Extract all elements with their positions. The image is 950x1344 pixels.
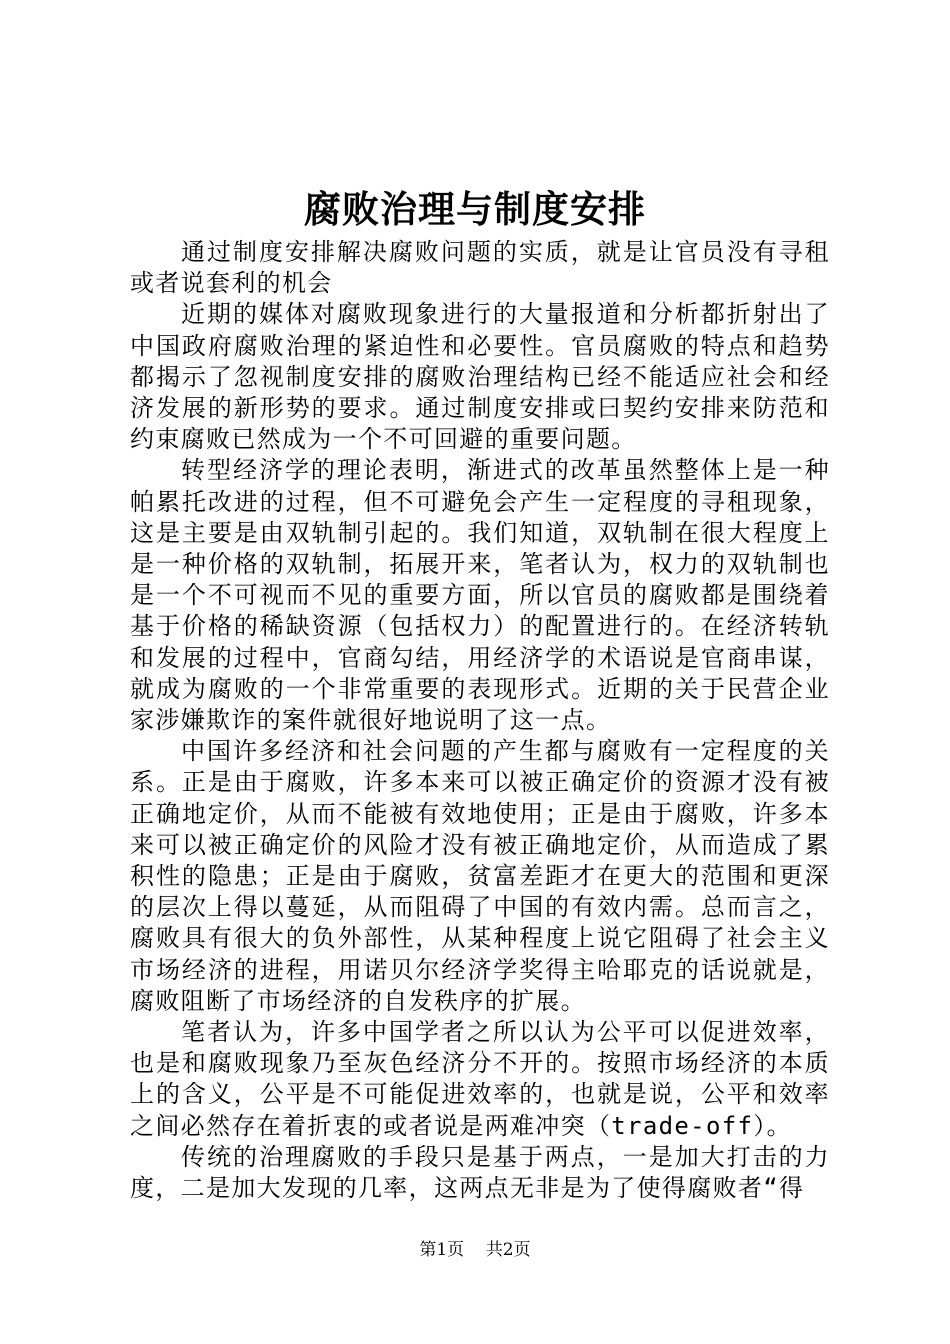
paragraph: 传统的治理腐败的手段只是基于两点，一是加大打击的力度，二是加大发现的几率，这两点无非是为了使得腐败者“得	[130, 1142, 830, 1203]
paragraph: 中国许多经济和社会问题的产生都与腐败有一定程度的关系。正是由于腐败，许多本来可以被正确定价的资源才没有被正确地定价，从而不能被有效地使用；正是由于腐败，许多本来可以被正确定价的风险才没有被正确地定价，从而造成了累积性的隐患；正是由于腐败，贫富差距才在更大的范围和更深的层次上得以蔓延，从而阻碍了中国的有效内需。总而言之，腐败具有很大的负外部性，从某种程度上说它阻碍了社会主义市场经济的进程，用诺贝尔经济学奖得主哈耶克的话说就是，腐败阻断了市场经济的自发秩序的扩展。	[130, 737, 830, 1015]
paragraph: 笔者认为，许多中国学者之所以认为公平可以促进效率，也是和腐败现象乃至灰色经济分不开的。按照市场经济的本质上的含义，公平是不可能促进效率的，也就是说，公平和效率之间必然存在着折衷的或者说是两难冲突（trade-off）。	[130, 1018, 830, 1140]
page-total: 共2页	[485, 1240, 531, 1260]
paragraph: 近期的媒体对腐败现象进行的大量报道和分析都折射出了中国政府腐败治理的紧迫性和必要性。官员腐败的特点和趋势都揭示了忽视制度安排的腐败治理结构已经不能适应社会和经济发展的新形势的要求。通过制度安排或曰契约安排来防范和约束腐败已然成为一个不可回避的重要问题。	[130, 300, 830, 454]
paragraph: 转型经济学的理论表明，渐进式的改革虽然整体上是一种帕累托改进的过程，但不可避免会产生一定程度的寻租现象，这是主要是由双轨制引起的。我们知道，双轨制在很大程度上是一种价格的双轨制，拓展开来，笔者认为，权力的双轨制也是一个不可视而不见的重要方面，所以官员的腐败都是围绕着基于价格的稀缺资源（包括权力）的配置进行的。在经济转轨和发展的过程中，官商勾结，用经济学的术语说是官商串谋，就成为腐败的一个非常重要的表现形式。近期的关于民营企业家涉嫌欺诈的案件就很好地说明了这一点。	[130, 456, 830, 735]
footer-spacer	[470, 1240, 481, 1260]
document-body	[130, 237, 830, 1204]
document-title: 腐败治理与制度安排	[304, 187, 646, 231]
paragraph-subtitle: 通过制度安排解决腐败问题的实质，就是让官员没有寻租或者说套利的机会	[130, 238, 830, 298]
page-number: 第1页	[419, 1240, 465, 1260]
page-footer	[0, 1238, 950, 1262]
